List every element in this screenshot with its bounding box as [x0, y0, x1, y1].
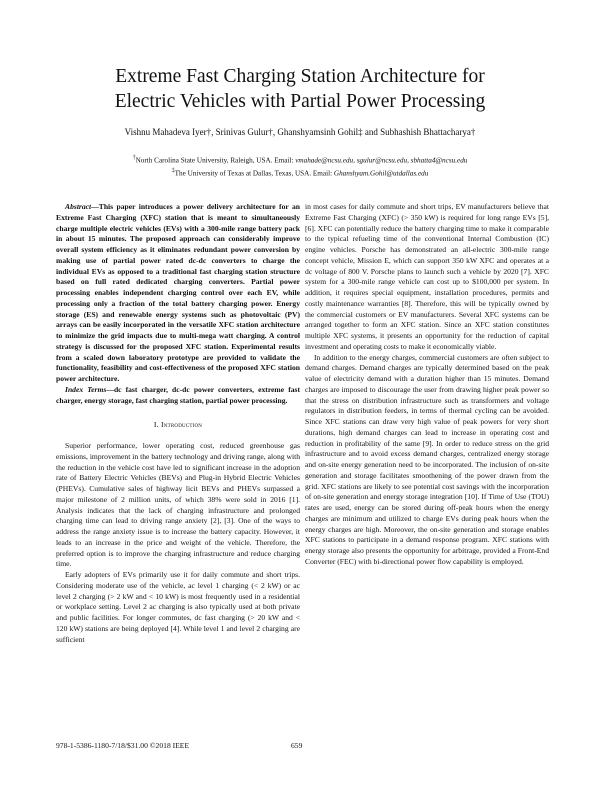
- left-paragraph-1: Superior performance, lower operating cost, reduced greenhouse gas emissions, improvement in the battery technology and driving range, along with the reduction in the vehicle cost have led to significant increase in the adoption rate of Battery Electric Vehicles (BEVs) and Plug-in Hybrid Electric Vehicles (PHEVs). Cumulative sales of highway licit BEVs and PHEVs surpassed a major milestone of 2 million units, of which 38% were sold in 2016 [1]. Analysis indicates that the lack of charging infrastructure and prolonged charging time can lead to driving range anxiety [2], [3]. One of the ways to address the range anxiety issue is to increase the battery capacity. However, it leads to an increase in the price and weight of the vehicle. Therefore, the preferred option is to improve the charging infrastructure and reduce charging time.: [56, 441, 300, 569]
- affiliation-2-email: Ghanshyam.Gohil@utdallas.edu: [333, 169, 429, 178]
- affiliation-1: [30, 155, 570, 164]
- index-terms-label: Index Terms: [65, 384, 107, 394]
- paper-title: [40, 64, 560, 114]
- left-column: [56, 202, 300, 645]
- affiliation-1-text: North Carolina State University, Raleigh, USA. Email:: [135, 156, 296, 165]
- index-terms-text: —dc fast charger, dc-dc power converters, extreme fast charger, energy storage, fast charging station, partial power processing.: [56, 384, 301, 405]
- affiliation-2: [30, 168, 570, 177]
- affiliation-1-mark: †: [132, 155, 136, 161]
- section-number: I.: [153, 420, 159, 430]
- footer-copyright: 978-1-5386-1180-7/18/$31.00 ©2018 IEEE: [56, 741, 190, 750]
- left-paragraph-2: Early adopters of EVs primarily use it for daily commute and short trips. Considering moderate use of the vehicle, ac level 1 charging (< 2 kW) or ac level 2 charging (> 2 kW and < 10 kW) is most frequently used in a residential or workplace setting. Level 2 ac charging is also typically used at both private and public facilities. For longer commutes, dc fast charging (> 20 kW and < 120 kW) stations are being deployed [4]. While level 1 and level 2 charging are sufficient: [56, 570, 300, 644]
- title-line-1: Extreme Fast Charging Station Architecture for: [115, 66, 485, 87]
- section-title: Introduction: [161, 420, 203, 430]
- abstract: [56, 202, 300, 385]
- affiliation-2-text: The University of Texas at Dallas, Texas, USA. Email:: [174, 169, 334, 178]
- author-list: Vishnu Mahadeva Iyer†, Srinivas Gulur†, Ghanshyamsinh Gohil‡ and Subhashish Bhattacharya†: [124, 127, 476, 137]
- right-paragraph-2: In addition to the energy charges, commercial customers are often subject to demand charges. Demand charges are typically determined based on the peak value of electricity demand with a duration higher than 15 minutes. Demand charges are imposed to discourage the user from drawing higher peak power so that the stress on distribution infrastructure such as transformers and voltage regulators in distribution feeders, in terms of thermal cycling can be avoided. Since XFC stations can draw very high value of peak powers for very short durations, high demand charges can lead to increase in operating cost and reduction in profitability of the same [9]. In order to reduce stress on the grid infrastructure and to avoid excess demand charges, centralized energy storage and on-site energy generation need to be incorporated. The inclusion of on-site generation and storage facilitates smoothening of the power drawn from the grid. XFC stations are likely to see potential cost savings with the incorporation of on-site generation and energy storage integration [10]. If Time of Use (TOU) rates are used, energy can be stored during off-peak hours when the energy charges are minimum and utilized to charge EVs during peak hours when the energy charges are high. Moreover, the on-site generation and storage enables XFC stations to participate in a demand response program. XFC stations with energy storage also presents the opportunity for arbitrage, provided a Front-End Converter (FEC) with bi-directional power flow capability is employed.: [305, 352, 549, 566]
- abstract-label: Abstract: [65, 202, 92, 211]
- right-paragraph-1: in most cases for daily commute and short trips, EV manufacturers believe that Extreme Fast Charging (XFC) (> 350 kW) is required for long range EVs [5], [6]. XFC can potentially reduce the battery charging time to make it comparable to the typical refueling time of the conventional Internal Combustion (IC) engine vehicles. Porsche has demonstrated an all-electric 300-mile range concept vehicle, Mission E, which can support 350 kW XFC and operates at a dc voltage of 800 V. Porsche plans to launch such a vehicle by 2020 [7]. XFC system for a 300-mile range vehicle can cost up to $100,000 per system. In addition, it requires special equipment, installation procedures, permits and costly maintenance warranties [8]. Therefore, this will be typically owned by the commercial customers or EV manufacturers. Several XFC systems can be arranged together to form an XFC station. Since an XFC station constitutes multiple XFC systems, it presents an opportunity for the reduction of capital investment and operating costs to make it economically viable.: [305, 202, 549, 351]
- abstract-text: —This paper introduces a power delivery architecture for an Extreme Fast Charging (XFC) station that is meant to simultaneously charge multiple electric vehicles (EVs) with a 300-mile range battery pack in about 15 minutes. The proposed approach can considerably improve overall system efficiency as it eliminates redundant power conversion by making use of partial power rated dc-dc converters to charge the individual EVs as opposed to a traditional fast charging station structure based on full rated dedicated charging converters. Partial power processing enables independent charging control over each EV, while processing only a fraction of the total battery charging power. Energy storage (ES) and renewable energy systems such as photovoltaic (PV) arrays can be easily incorporated in the versatile XFC station architecture to minimize the grid impacts due to multi-mega watt charging. A control strategy is discussed for the proposed XFC station. Experimental results from a scaled down laboratory prototype are provided to validate the functionality, feasibility and cost-effectiveness of the proposed XFC station power architecture.: [56, 202, 300, 383]
- affiliation-1-email: vmahade@ncsu.edu, sgulur@ncsu.edu, sbhatta4@ncsu.edu: [295, 156, 468, 165]
- right-column: [305, 202, 549, 568]
- footer-page-number: 659: [291, 741, 303, 750]
- title-line-2: Electric Vehicles with Partial Power Processing: [114, 91, 486, 112]
- section-heading-introduction: [56, 420, 300, 431]
- affiliation-2-mark: ‡: [171, 168, 175, 174]
- index-terms: [56, 385, 300, 407]
